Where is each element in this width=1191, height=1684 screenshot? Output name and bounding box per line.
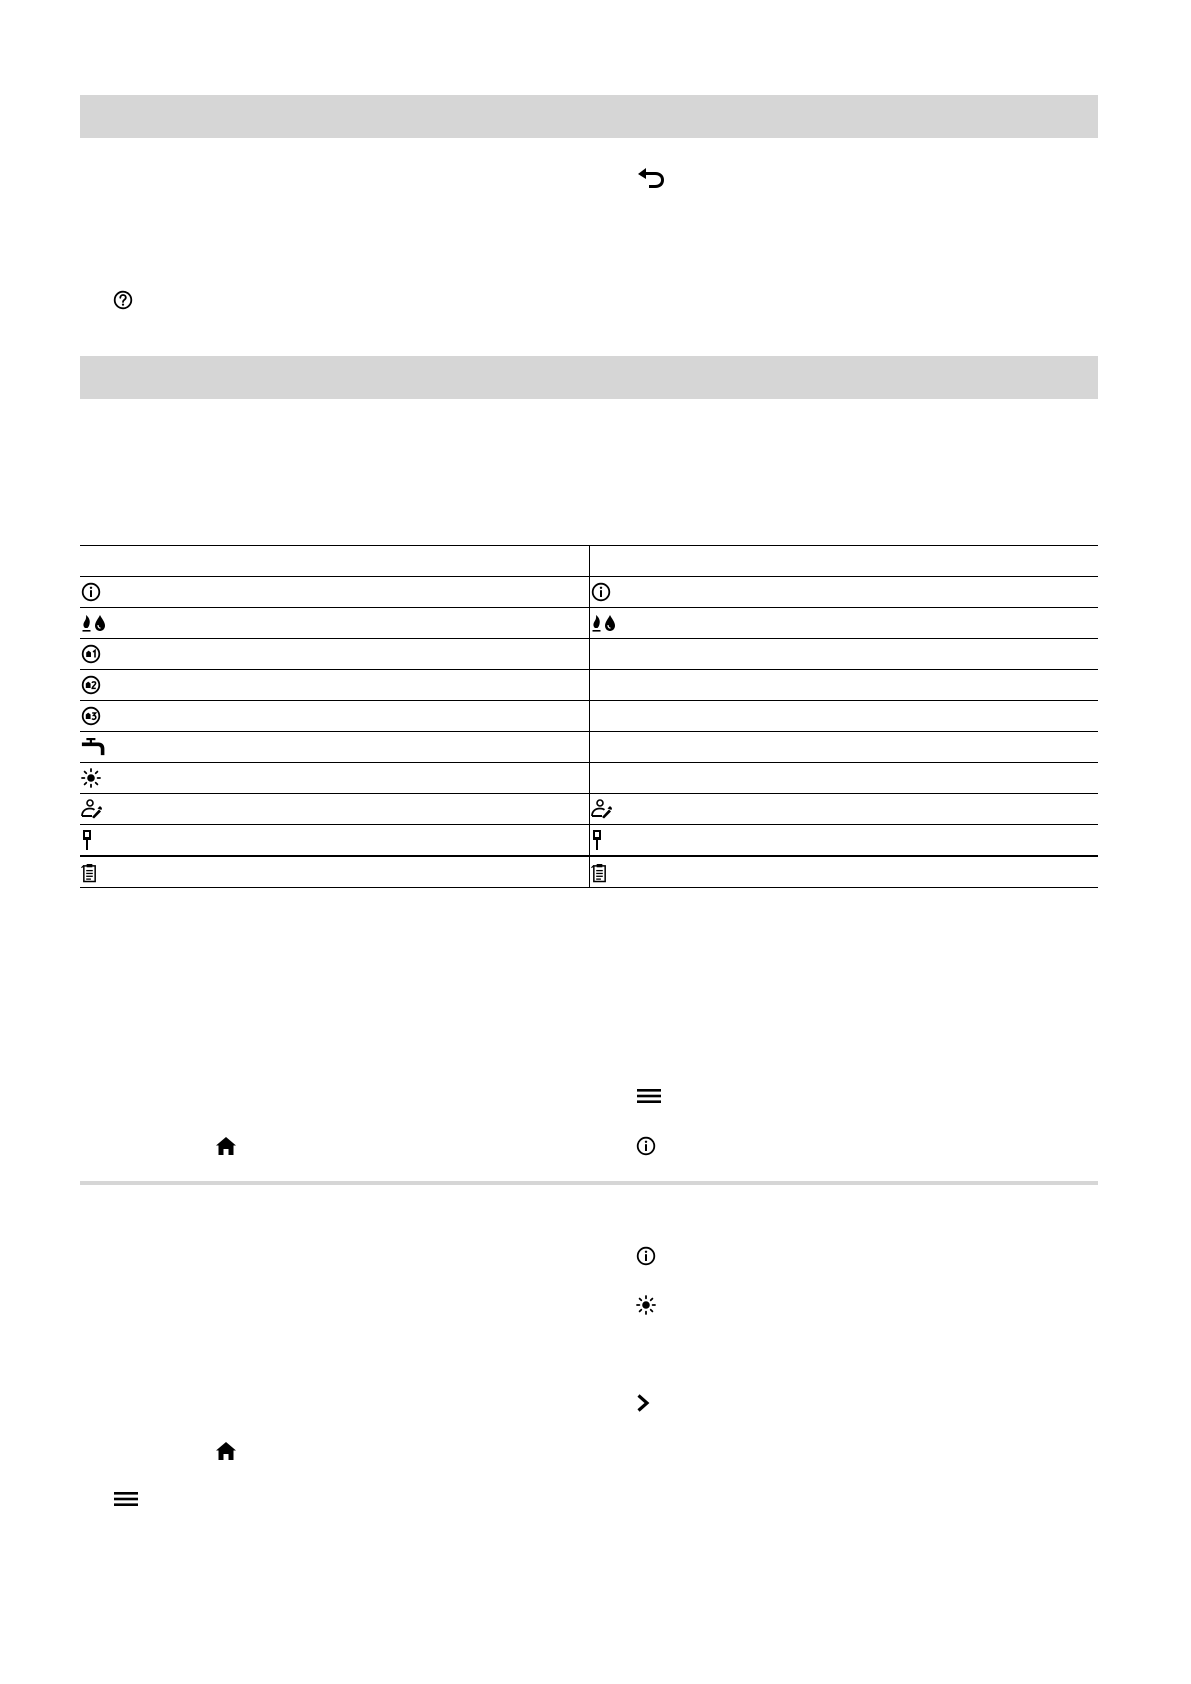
- section-header-band: [80, 95, 1098, 138]
- table-row: [80, 825, 1098, 857]
- info-icon: [636, 1246, 656, 1266]
- flame-drop-icon: [81, 613, 111, 633]
- menu-icon: [113, 1489, 139, 1509]
- heating-circuit-1-icon: [81, 644, 101, 664]
- section-divider: [80, 1181, 1098, 1185]
- user-service-icon: [591, 799, 613, 819]
- back-icon: [636, 167, 666, 191]
- table-row: [80, 577, 1098, 608]
- sun-icon: [636, 1295, 656, 1315]
- clipboard-icon: [591, 862, 608, 883]
- table-header-cell: [589, 546, 1098, 577]
- table-row: [80, 701, 1098, 732]
- table-row: [80, 856, 1098, 888]
- home-icon: [215, 1136, 237, 1156]
- sun-icon: [81, 768, 101, 788]
- sensor-plug-icon: [81, 829, 93, 851]
- heating-circuit-3-icon: [81, 706, 101, 726]
- table-row: [80, 794, 1098, 825]
- symbol-table: [80, 545, 1098, 888]
- chevron-right-icon: [636, 1393, 650, 1413]
- sensor-plug-icon: [591, 829, 603, 851]
- home-icon: [215, 1441, 237, 1461]
- table-row: [80, 639, 1098, 670]
- section-header-band: [80, 356, 1098, 399]
- info-icon: [81, 582, 101, 602]
- table-row: [80, 763, 1098, 794]
- heating-circuit-2-icon: [81, 675, 101, 695]
- faucet-icon: [81, 737, 108, 757]
- table-row: [80, 732, 1098, 763]
- clipboard-icon: [81, 862, 98, 883]
- table-header-cell: [80, 546, 589, 577]
- info-icon: [636, 1136, 656, 1156]
- help-icon: [113, 290, 133, 310]
- table-header-row: [80, 546, 1098, 577]
- user-service-icon: [81, 799, 103, 819]
- menu-icon: [636, 1086, 662, 1106]
- table-row: [80, 608, 1098, 639]
- flame-drop-icon: [591, 613, 621, 633]
- table-row: [80, 670, 1098, 701]
- info-icon: [591, 582, 611, 602]
